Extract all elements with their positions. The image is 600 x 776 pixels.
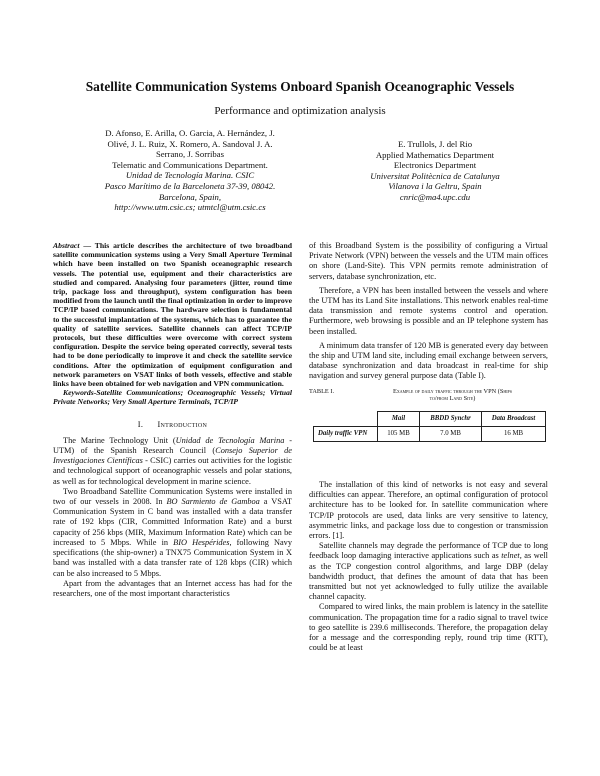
text-run: Two Broadband Satellite Communication Systems were installed in two of our vessels in 2008. In: [53, 486, 292, 507]
text-run: , as well as the TCP congestion control algorithms, and large DBP (delay bandwidth product, that defines the amount of data that has been transmitted but not yet acknowledged to fully utilize the available channel capacity.: [309, 551, 548, 602]
text-run: , following Navy specifications (the ship-owner) a TNX75 Communication System in X band was installed with a data transfer rate of 128 kbps (CIR) which can be also increased to 5 Mbps.: [53, 537, 292, 578]
table-row: [314, 427, 546, 442]
abstract-lead: Abstract: [53, 241, 80, 250]
table-cell: 7.0 MB: [420, 427, 482, 442]
table-header: Data Broadcast: [482, 411, 546, 426]
paragraph: [53, 436, 292, 487]
keywords: Keywords-Satellite Communications; Oceanographic Vessels; Virtual Private Networks; Very Small Aperture Terminals, TCP/IP: [53, 388, 292, 407]
address-line: Vilanova i la Geltru, Spain: [388, 181, 482, 192]
text-run: BIO Hespérides: [173, 537, 230, 547]
text-run: Consejo Superior de Investigaciones Científicas: [53, 446, 292, 466]
table-caption: [309, 388, 548, 403]
address-line: Pasco Marítimo de la Barceloneta 37-39, 08042.: [104, 180, 276, 191]
paragraph: [53, 487, 292, 579]
caption-line: to/from Land Site): [429, 395, 476, 403]
paragraph: Apart from the advantages that an Internet access has had for the researchers, one of the most important characteristics: [53, 578, 292, 598]
table-header: BBDD Synchr: [420, 411, 482, 426]
text-run: Satellite channels may degrade the performance of TCP due to long feedback loop damaging interactive applications such as: [309, 541, 548, 561]
data-table: [313, 411, 546, 442]
affiliation-left: [60, 128, 320, 213]
table-corner: [314, 411, 378, 426]
paragraph: A minimum data transfer of 120 MB is generated every day between the ship and UTM land site, including email exchange between servers, database synchronization and data broadcast in real-time for ship navigation and survey general purpose data (Table I).: [309, 340, 548, 381]
department: Electronics Department: [393, 160, 477, 171]
authors-line: E. Trullols, J. del Rio: [397, 139, 473, 149]
text-run: - UTM) of the Spanish Research Council (: [53, 435, 292, 456]
table-caption-text: [357, 388, 548, 403]
table-row-label: Daily traffic VPN: [314, 427, 378, 442]
table-label: TABLE I.: [309, 387, 335, 395]
web-email: http://www.utm.csic.cs; utmtcl@utm.csic.cs: [114, 202, 266, 213]
table-header-row: [314, 411, 546, 426]
right-column-bottom: [309, 480, 548, 653]
department: Applied Mathematics Department: [375, 149, 495, 160]
abstract: [53, 241, 292, 388]
university: Universitat Politècnica de Catalunya: [370, 170, 500, 181]
section-title: Introduction: [157, 419, 208, 429]
section-number: I.: [137, 419, 144, 429]
section-heading: [53, 420, 292, 430]
text-run: Unidad de Tecnología Marina: [175, 435, 285, 445]
text-run: - CSIC) carries out activities for the logistic and technological support of oceanographic vessels and polar stations, as well as for technological development in marine science.: [53, 456, 292, 486]
table-cell: 105 MB: [378, 427, 420, 442]
table-cell: 16 MB: [482, 427, 546, 442]
paragraph: Therefore, a VPN has been installed between the vessels and where the UTM has its Land Site installations. This network enables real-time data transmission and remote systems control and operation. Furthermore, web browsing is possible and an IP telephone system has been installed.: [309, 285, 548, 336]
caption-line: Example of daily traffic through the VPN (Ships: [393, 387, 512, 395]
text-run: BO Sarmiento de Gamboa: [166, 497, 260, 507]
authors-line: Olivé, J. L. Ruiz, X. Romero, A. Sandoval J. A.: [107, 138, 273, 149]
right-column-top: [309, 241, 548, 442]
department: Telematic and Communications Department.: [112, 159, 268, 170]
email: cnric@ma4.upc.cdu: [399, 191, 471, 202]
affiliation-right: [315, 139, 555, 203]
paper-title: Satellite Communication Systems Onboard Spanish Oceanographic Vessels: [85, 79, 515, 94]
authors-line: D. Afonso, E. Arilla, O. Garcia, A. Hernández, J.: [105, 128, 275, 138]
paragraph: of this Broadband System is the possibility of configuring a Virtual Private Network (VPN) between the vessels and the UTM main offices on shore (Land-Site). This VPN permits remote administration of servers, database synchronization, etc.: [309, 241, 548, 281]
text-run: a VSAT Communication System in C band was installed with a data transfer rate of 192 kbps (CIR, Committed Information Rate) and a burst capacity of 256 kbps (MIR, Maximum Information Rate) which can be increased to 5 Mbps. While in: [53, 497, 292, 547]
table-header: Mail: [378, 411, 420, 426]
paragraph: The installation of this kind of networks is not easy and several difficulties can appear. Therefore, an optimal configuration of protocol architecture has to be looked for. In satellite communication where TCP/IP protocols are used, data links are very sensitive to latency, asymmetric links, and package loss due to congestion or transmission errors. [1].: [309, 480, 548, 541]
text-run: telnet: [501, 551, 520, 561]
abstract-text: — This article describes the architecture of two broadband satellite communication systems using a Very Small Aperture Terminal which have been installed on two Spanish oceanographic research vessels. The potential use, equipment and their characteristics are studied and compared. Analysing four parameters (jitter, round time trip, package loss and throughput), system configuration has been modified from the launch until the final optimization in order to improve TCP/IP based communications. The hardware selection is fundamental to the successful implantation of the systems, which has to guarantee the quality of satellite services. Satellite channels can affect TCP/IP protocols, but these difficulties were overcome with correct system configuration. Despite the service being operated correctly, several tests had to be done periodically to improve it and check the satellite service conditions. After the optimization of equipment configuration and network parameters on VSAT links of both vessels, effective and stable links have been obtained for web navigation and VPN communication.: [53, 241, 292, 389]
left-column: [53, 241, 292, 599]
unit: Unidad de Tecnología Marina. CSIC: [125, 170, 255, 181]
paragraph: [309, 541, 548, 602]
authors-line: Serrano, J. Sorribas: [155, 149, 225, 160]
paper-subtitle: Performance and optimization analysis: [214, 105, 386, 117]
paragraph: Compared to wired links, the main problem is latency in the satellite communication. The propagation time for a radio signal to travel twice to geo satellite is 239.6 milliseconds. Therefore, the propagation delay for a message and the corresponding reply, round trip time (RTT), could be at least: [309, 602, 548, 653]
address-line: Barcelona, Spain,: [158, 191, 222, 202]
text-run: The Marine Technology Unit (: [63, 435, 176, 445]
